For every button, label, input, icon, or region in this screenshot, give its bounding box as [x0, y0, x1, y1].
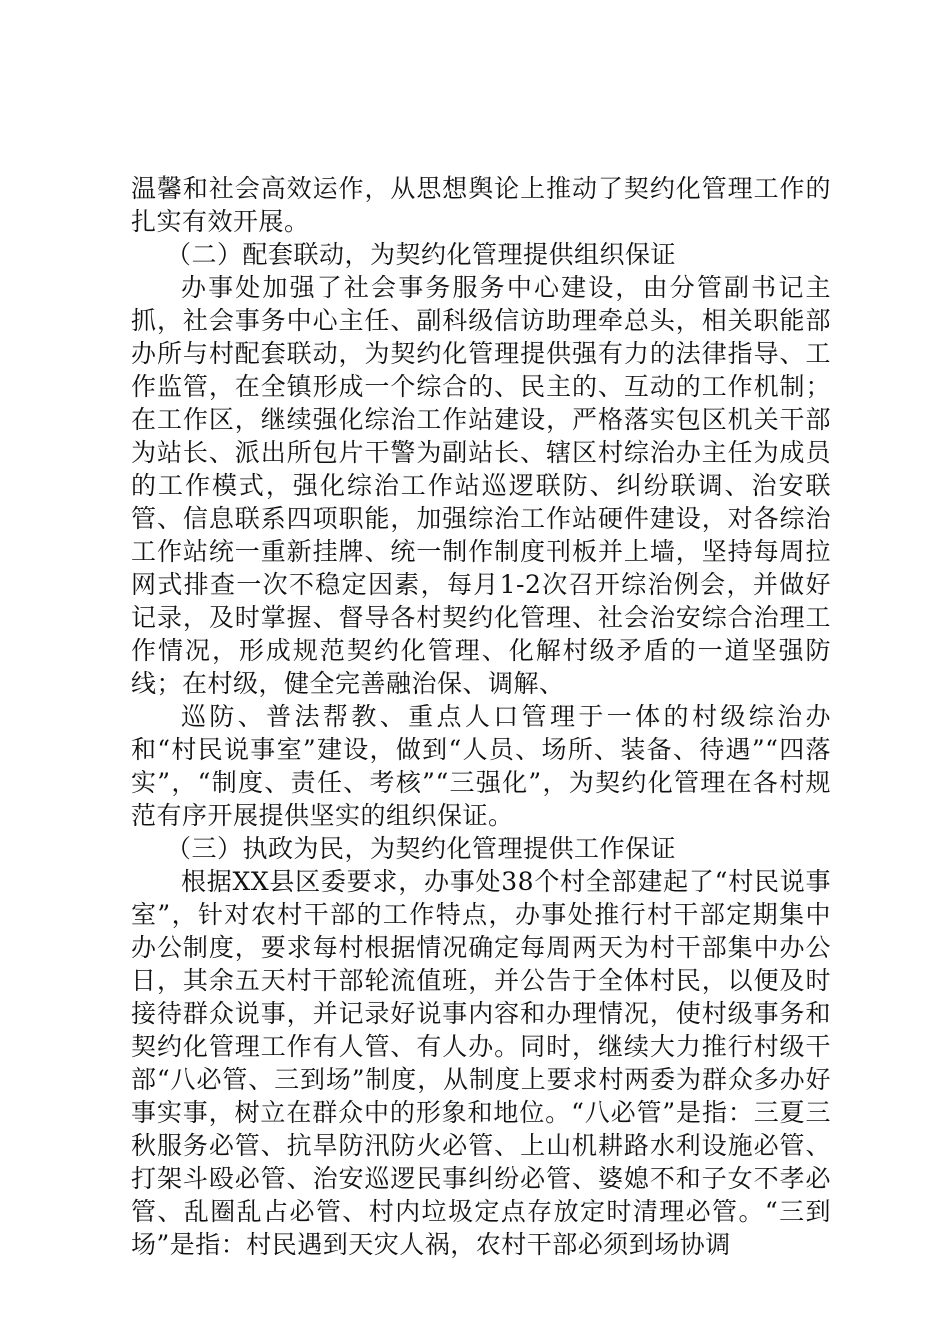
body-paragraph: 根据XX县区委要求，办事处38个村全部建起了“村民说事室”，针对农村干部的工作特点，办事处推行村干部定期集中办公制度，要求每村根据情况确定每周两天为村干部集中办公日，其余五天村干部轮流值班，并公告于全体村民，以便及时接待群众说事，并记录好说事内容和办理情况，使村级事务和契约化管理工作有人管、有人办。同时，继续大力推行村级干部“八必管、三到场”制度，从制度上要求村两委为群众多办好事实事，树立在群众中的形象和地位。“八必管”是指：三夏三秋服务必管、抗旱防汛防火必管、上山机耕路水利设施必管、打架斗殴必管、治安巡逻民事纠纷必管、婆媳不和子女不孝必管、乱圈乱占必管、村内垃圾定点存放定时清理必管。“三到场”是指：村民遇到天灾人祸，农村干部必须到场协调: [131, 867, 831, 1259]
document-body: [131, 172, 831, 1261]
body-paragraph: 办事处加强了社会事务服务中心建设，由分管副书记主抓，社会事务中心主任、副科级信访助理牵总头，相关职能部办所与村配套联动，为契约化管理提供强有力的法律指导、工作监管，在全镇形成一个综合的、民主的、互动的工作机制；在工作区，继续强化综治工作站建设，严格落实包区机关干部为站长、派出所包片干警为副站长、辖区村综治办主任为成员的工作模式，强化综治工作站巡逻联防、纠纷联调、治安联管、信息联系四项职能，加强综治工作站硬件建设，对各综治工作站统一重新挂牌、统一制作制度刊板并上墙，坚持每周拉网式排查一次不稳定因素，每月1-2次召开综治例会，并做好记录，及时掌握、督导各村契约化管理、社会治安综合治理工作情况，形成规范契约化管理、化解村级矛盾的一道坚强防线；在村级，健全完善融治保、调解、: [131, 273, 831, 698]
section-heading: （二）配套联动，为契约化管理提供组织保证: [166, 240, 677, 269]
body-paragraph: 温馨和社会高效运作，从思想舆论上推动了契约化管理工作的扎实有效开展。: [131, 174, 831, 236]
body-paragraph: 巡防、普法帮教、重点人口管理于一体的村级综治办和“村民说事室”建设，做到“人员、场所、装备、待遇”“四落实”，“制度、责任、考核”“三强化”，为契约化管理在各村规范有序开展提供坚实的组织保证。: [131, 702, 831, 830]
section-heading: （三）执政为民，为契约化管理提供工作保证: [166, 834, 677, 863]
